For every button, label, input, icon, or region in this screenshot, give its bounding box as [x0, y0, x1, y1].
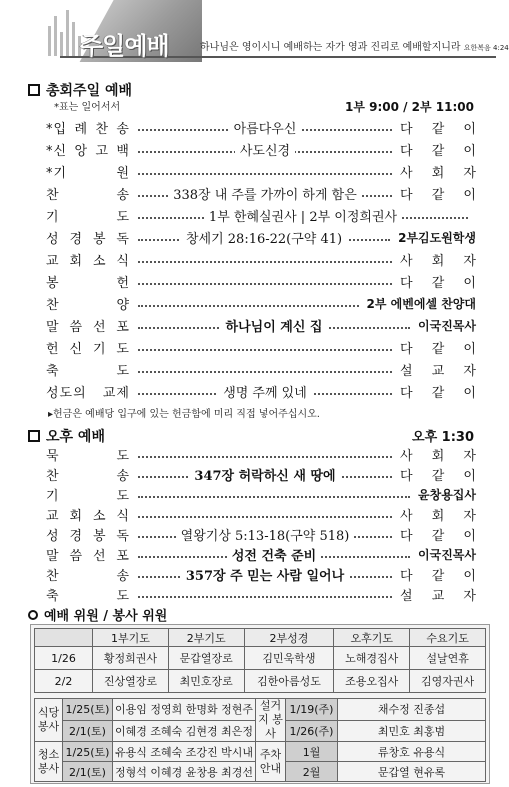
volunteer-row: [35, 699, 486, 721]
program-row: [46, 162, 476, 180]
parking-label: 주차 안내: [256, 742, 286, 782]
program-label: 성도의 교제: [46, 385, 130, 401]
program-detail: [130, 140, 400, 158]
duty-cell: 최민호장로: [168, 670, 244, 693]
program-label: 말 씀 선 포: [46, 319, 130, 335]
cleaning-date: 1/25(토): [63, 742, 113, 762]
cleaning-label: 청소 봉사: [35, 742, 63, 782]
program-detail: [130, 316, 418, 334]
col-header: 2부기도: [168, 629, 244, 647]
duty-header-row: [35, 629, 486, 647]
program-label: *입 례 찬 송: [46, 121, 130, 137]
program-leader: 2부 에벤에셀 찬양대: [366, 296, 476, 311]
setup-label: 설거지 봉사: [256, 699, 286, 742]
meal-names: 이혜경 조혜숙 김현경 최은정: [113, 720, 256, 742]
program-leader: 다 같 이: [400, 568, 476, 584]
program-detail: [130, 272, 400, 290]
verse-reference: 요한복음 4:24: [463, 44, 509, 52]
program-row: [46, 228, 476, 246]
verse-text: 하나님은 영이시니 예배하는 자가 영과 진리로 예배할지니라: [200, 42, 461, 53]
afternoon-time: 오후 1:30: [412, 430, 474, 445]
program-detail: [130, 565, 400, 583]
program-label: 찬 송: [46, 187, 130, 203]
program-detail: [130, 585, 400, 603]
program-label: 축 도: [46, 363, 130, 379]
duty-cell: 조용오집사: [334, 670, 410, 693]
meal-label: 식당 봉사: [35, 699, 63, 742]
program-leader: 다 같 이: [400, 275, 476, 291]
bullet-circle-icon: [28, 610, 38, 620]
program-row: [46, 585, 476, 603]
duty-row: [35, 670, 486, 693]
program-label: 묵 도: [46, 448, 130, 464]
program-detail-text: 아름다우신: [229, 118, 302, 137]
program-leader: 다 같 이: [400, 187, 476, 203]
standing-note: *표는 일어서서: [54, 102, 121, 113]
duty-date: 1/26: [35, 647, 93, 670]
program-leader: 다 같 이: [400, 143, 476, 159]
program-row: [46, 485, 476, 503]
program-label: 교 회 소 식: [46, 508, 130, 524]
program-label: 성 경 봉 독: [46, 528, 130, 544]
program-detail: [130, 445, 400, 463]
program-leader: 설 교 자: [400, 588, 476, 604]
cleaning-date: 2/1(토): [63, 762, 113, 782]
program-label: 봉 헌: [46, 275, 130, 291]
program-detail-text: 338장 내 주를 가까이 하게 함은: [168, 184, 362, 203]
volunteer-table: [34, 698, 486, 782]
duty-cell: 김민욱학생: [244, 647, 334, 670]
program-detail: [130, 338, 400, 356]
program-label: 기 도: [46, 209, 130, 225]
setup-date: 1/19(주): [286, 699, 338, 721]
cleaning-names: 유용식 조혜숙 조강진 박시내: [113, 742, 256, 762]
program-leader: 2부김도원학생: [398, 230, 476, 245]
program-detail: [130, 162, 400, 180]
program-detail: [130, 505, 400, 523]
program-detail: [130, 382, 400, 400]
program-row: [46, 338, 476, 356]
morning-time: 1부 9:00 / 2부 11:00: [344, 100, 474, 114]
program-detail: [130, 485, 418, 503]
program-leader: 이국진목사: [418, 318, 476, 333]
meal-date: 1/25(토): [63, 699, 113, 721]
col-header: 수요기도: [410, 629, 486, 647]
duty-cell: 노해경집사: [334, 647, 410, 670]
program-leader: 다 같 이: [400, 468, 476, 484]
program-detail: [130, 118, 400, 136]
header: [0, 0, 509, 66]
program-detail-text: 성전 건축 준비: [227, 545, 321, 564]
program-detail-text: 하나님이 계신 집: [221, 316, 328, 335]
program-detail-text: 열왕기상 5:13-18(구약 518): [176, 525, 355, 544]
program-detail-text: 창세기 28:16-22(구약 41): [181, 228, 347, 247]
duty-title: [28, 605, 167, 624]
program-label: 찬 송: [46, 568, 130, 584]
duty-cell: 진상열장로: [93, 670, 169, 693]
program-label: 교 회 소 식: [46, 253, 130, 269]
program-leader: 사 회 자: [400, 448, 476, 464]
program-detail-text: 1부 한혜실권사 | 2부 이정희권사: [204, 206, 402, 225]
parking-date: 1월: [286, 742, 338, 762]
setup-names: 최민호 최홍범: [338, 720, 486, 742]
program-row: [46, 445, 476, 463]
program-detail-text: 347장 허락하신 새 땅에: [189, 465, 340, 484]
program-detail: [130, 206, 476, 224]
volunteer-row: [35, 742, 486, 762]
parking-names: 류창호 유용식: [338, 742, 486, 762]
program-row: [46, 272, 476, 290]
program-row: [46, 316, 476, 334]
blank-header: [35, 629, 93, 647]
duty-cell: 황정희권사: [93, 647, 169, 670]
program-detail: [130, 228, 398, 246]
duty-cell: 김영자권사: [410, 670, 486, 693]
parking-date: 2월: [286, 762, 338, 782]
parking-names: 문갑열 현유록: [338, 762, 486, 782]
program-detail: [130, 184, 400, 202]
program-leader: 사 회 자: [400, 508, 476, 524]
morning-title-text: 총회주일 예배: [46, 83, 133, 99]
program-row: [46, 360, 476, 378]
program-leader: 다 같 이: [400, 121, 476, 137]
program-detail: [130, 525, 400, 543]
program-leader: 다 같 이: [400, 528, 476, 544]
col-header: 2부성경: [244, 629, 334, 647]
program-detail: [130, 250, 400, 268]
meal-names: 이용임 정영희 한명화 정현주: [113, 699, 256, 721]
offering-note: ▸헌금은 예배당 입구에 있는 헌금함에 미리 직접 넣어주십시오.: [48, 409, 320, 420]
program-label: 말 씀 선 포: [46, 548, 130, 564]
setup-names: 채수정 진종섭: [338, 699, 486, 721]
program-leader: 다 같 이: [400, 385, 476, 401]
program-row: [46, 545, 476, 563]
col-header: 오후기도: [334, 629, 410, 647]
program-row: [46, 565, 476, 583]
program-label: 찬 양: [46, 297, 130, 313]
duty-cell: 김한아름성도: [244, 670, 334, 693]
setup-date: 1/26(주): [286, 720, 338, 742]
program-detail: [130, 360, 400, 378]
program-label: 축 도: [46, 588, 130, 604]
program-leader: 다 같 이: [400, 341, 476, 357]
morning-service-title: [28, 80, 132, 100]
afternoon-title-text: 오후 예배: [46, 429, 105, 445]
program-row: [46, 118, 476, 136]
program-leader: 이국진목사: [418, 547, 476, 562]
program-label: 헌 신 기 도: [46, 341, 130, 357]
program-row: [46, 525, 476, 543]
program-leader: 사 회 자: [400, 165, 476, 181]
program-label: *기 원: [46, 165, 130, 181]
program-detail-text: 357장 주 믿는 사람 일어나: [181, 565, 349, 584]
program-detail: [130, 465, 400, 483]
page-title: 주일예배: [80, 32, 169, 60]
program-detail: [130, 294, 367, 312]
program-row: [46, 206, 476, 224]
checkbox-square-icon: [28, 84, 40, 96]
program-leader: 사 회 자: [400, 253, 476, 269]
duty-table: [34, 628, 486, 693]
program-row: [46, 505, 476, 523]
program-row: [46, 465, 476, 483]
col-header: 1부기도: [93, 629, 169, 647]
duty-date: 2/2: [35, 670, 93, 693]
program-row: [46, 250, 476, 268]
program-leader: 설 교 자: [400, 363, 476, 379]
cleaning-names: 정형석 이혜경 윤창용 최경선: [113, 762, 256, 782]
duty-row: [35, 647, 486, 670]
program-row: [46, 294, 476, 312]
meal-date: 2/1(토): [63, 720, 113, 742]
program-label: 기 도: [46, 488, 130, 504]
header-verse: [200, 38, 509, 53]
program-detail-text: 생명 주께 있네: [218, 382, 312, 401]
duty-cell: 설날연휴: [410, 647, 486, 670]
program-row: [46, 140, 476, 158]
program-detail-text: 사도신경: [235, 140, 295, 159]
afternoon-service-title: [28, 426, 105, 446]
program-row: [46, 184, 476, 202]
program-row: [46, 382, 476, 400]
program-label: *신 앙 고 백: [46, 143, 130, 159]
program-leader: 윤창용집사: [418, 487, 476, 502]
program-label: 찬 송: [46, 468, 130, 484]
checkbox-square-icon: [28, 430, 40, 442]
duty-title-text: 예배 위원 / 봉사 위원: [44, 609, 168, 624]
duty-cell: 문갑열장로: [168, 647, 244, 670]
program-label: 성 경 봉 독: [46, 231, 130, 247]
program-detail: [130, 545, 418, 563]
